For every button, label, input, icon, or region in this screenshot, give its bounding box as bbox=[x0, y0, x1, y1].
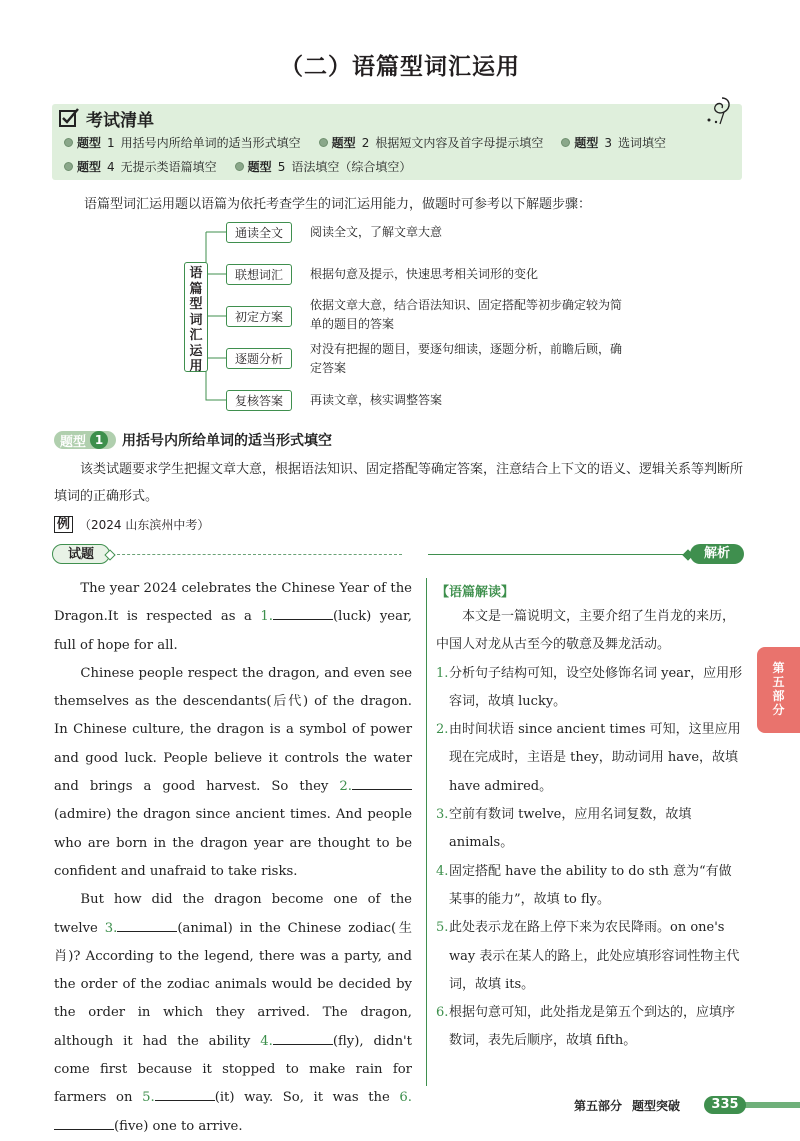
section-side-tab[interactable] bbox=[757, 647, 800, 733]
question-divider bbox=[112, 554, 402, 555]
passage-text: (admire) the dragon since ancient times. And people who are born in the dragon year are thought to be confident and unafraid to take risks. bbox=[54, 807, 412, 879]
analysis-item bbox=[436, 660, 744, 717]
page-footer bbox=[574, 1097, 680, 1114]
type-description: 该类试题要求学生把握文章大意，根据语法知识、固定搭配等确定答案，注意结合上下文的语义、逻辑关系等判断所填词的正确形式。 bbox=[54, 462, 744, 504]
passage-paragraph bbox=[54, 886, 412, 1141]
passage-text: (luck) year, full of hope for all. bbox=[54, 609, 412, 653]
analysis-item bbox=[436, 801, 744, 858]
blank-number: 3. bbox=[104, 920, 118, 936]
flow-step-check: 复核答案 bbox=[226, 390, 292, 411]
page-title: （二）语篇型词汇运用 bbox=[280, 54, 520, 80]
type-num: 4 bbox=[107, 159, 115, 174]
type-text: 选词填空 bbox=[618, 136, 667, 150]
page-number-bar bbox=[744, 1102, 800, 1108]
analysis-item-text: 固定搭配 have the ability to do sth 意为“有做某事的能力”，故填 to fly。 bbox=[449, 863, 732, 907]
bullet-icon bbox=[561, 138, 570, 147]
passage-paragraph bbox=[54, 660, 412, 886]
analysis-item-number: 6. bbox=[436, 1005, 449, 1021]
ribbon-swirl-icon bbox=[700, 94, 734, 126]
page-number: 335 bbox=[704, 1096, 746, 1114]
answer-divider bbox=[428, 554, 688, 555]
flow-step-desc: 再读文章，核实调整答案 bbox=[310, 393, 443, 407]
blank-number: 6. bbox=[399, 1090, 412, 1106]
analysis-item-text: 此处表示龙在路上停下来为农民降雨。on one's way 表示在某人的路上，此处应填形容词性物主代词，故填 its。 bbox=[449, 920, 740, 992]
exam-type-item bbox=[64, 158, 217, 175]
type-badge-label: 题型 bbox=[60, 434, 87, 450]
type-tag: 题型 bbox=[77, 160, 102, 174]
answer-blank[interactable] bbox=[54, 1118, 114, 1130]
exam-list-label: 考试清单 bbox=[86, 110, 154, 131]
answer-blank[interactable] bbox=[273, 608, 333, 620]
exam-type-item bbox=[235, 158, 412, 175]
passage-text: Chinese people respect the dragon, and even see themselves as the descendants(后代) of the dragon. In Chinese culture, the dragon is a symbol of power and good luck. People believe it controls the water and brings a good harvest. So they bbox=[54, 665, 412, 795]
analysis-title: 【语篇解读】 bbox=[436, 585, 515, 600]
passage-text: (it) way. So, it was the bbox=[214, 1090, 400, 1106]
flow-step-desc: 阅读全文，了解文章大意 bbox=[310, 225, 443, 239]
passage-text: (five) one to arrive. bbox=[114, 1118, 243, 1134]
flow-step-desc: 依据文章大意，结合语法知识、固定搭配等初步确定较为简单的题目的答案 bbox=[310, 298, 623, 331]
type-badge-number: 1 bbox=[90, 431, 108, 449]
answer-blank[interactable] bbox=[352, 778, 412, 790]
analysis-item-text: 根据句意可知，此处指龙是第五个到达的，应填序数词，表先后顺序，故填 fifth。 bbox=[449, 1005, 736, 1049]
passage-text: The year 2024 celebrates the Chinese Year of the Dragon.It is respected as a bbox=[54, 581, 412, 625]
bullet-icon bbox=[235, 162, 244, 171]
exam-type-item bbox=[64, 134, 301, 151]
exam-type-item bbox=[561, 134, 666, 151]
analysis-item bbox=[436, 999, 744, 1056]
intro-text: 语篇型词汇运用题以语篇为依托考查学生的词汇运用能力，做题时可参考以下解题步骤： bbox=[84, 197, 592, 212]
analysis-item-number: 1. bbox=[436, 665, 449, 681]
analysis-body bbox=[436, 603, 744, 1056]
analysis-item-number: 4. bbox=[436, 863, 449, 879]
answer-blank[interactable] bbox=[273, 1033, 333, 1045]
footer-chapter: 题型突破 bbox=[632, 1099, 681, 1113]
flow-step-analyze: 逐题分析 bbox=[226, 348, 292, 369]
blank-number: 1. bbox=[260, 609, 273, 625]
answer-blank[interactable] bbox=[117, 920, 177, 932]
passage-paragraph bbox=[54, 575, 412, 660]
analysis-intro: 本文是一篇说明文，主要介绍了生肖龙的来历，中国人对龙从古至今的敬意及舞龙活动。 bbox=[436, 609, 736, 653]
flow-root-box: 语篇型词汇运用 bbox=[184, 262, 208, 372]
bullet-icon bbox=[64, 138, 73, 147]
passage-text: But how did the dragon become one of the twelve bbox=[54, 892, 412, 936]
analysis-item-text: 分析句子结构可知，设空处修饰名词 year，应用形容词，故填 lucky。 bbox=[449, 665, 743, 709]
type-tag: 题型 bbox=[331, 136, 356, 150]
bullet-icon bbox=[64, 162, 73, 171]
passage-text: (fly), didn't come first because it stopped to make rain for farmers on bbox=[54, 1033, 412, 1106]
type-text: 无提示类语篇填空 bbox=[120, 160, 217, 174]
example-label: 例 bbox=[54, 516, 73, 533]
blank-number: 4. bbox=[260, 1033, 273, 1049]
footer-section: 第五部分 bbox=[574, 1099, 623, 1113]
type-title: 用括号内所给单词的适当形式填空 bbox=[122, 433, 332, 449]
type-badge bbox=[54, 431, 116, 449]
question-tab: 试题 bbox=[52, 544, 110, 564]
bullet-icon bbox=[319, 138, 328, 147]
exam-list-row-1 bbox=[64, 134, 684, 151]
exam-type-item bbox=[319, 134, 544, 151]
analysis-item-text: 由时间状语 since ancient times 可知，这里应用现在完成时，主语是 they，助动词用 have，故填 have admired。 bbox=[449, 722, 741, 794]
type-tag: 题型 bbox=[247, 160, 272, 174]
type-tag: 题型 bbox=[77, 136, 102, 150]
blank-number: 2. bbox=[339, 779, 352, 795]
blank-number: 5. bbox=[142, 1090, 155, 1106]
side-tab-label: 第五部分 bbox=[772, 661, 785, 717]
type-text: 用括号内所给单词的适当形式填空 bbox=[120, 136, 301, 150]
analysis-item bbox=[436, 716, 744, 801]
checkbox-icon bbox=[58, 107, 80, 129]
type-num: 5 bbox=[277, 159, 286, 174]
analysis-item bbox=[436, 914, 744, 999]
exam-list-header bbox=[58, 104, 154, 132]
column-divider bbox=[426, 578, 427, 1086]
type-num: 2 bbox=[361, 135, 370, 150]
flow-step-read: 通读全文 bbox=[226, 222, 292, 243]
type-num: 3 bbox=[604, 135, 612, 150]
analysis-item-number: 5. bbox=[436, 920, 449, 936]
answer-blank[interactable] bbox=[155, 1089, 215, 1101]
flow-step-desc: 根据句意及提示，快速思考相关词形的变化 bbox=[310, 267, 539, 281]
flow-step-associate: 联想词汇 bbox=[226, 264, 292, 285]
flow-step-plan: 初定方案 bbox=[226, 306, 292, 327]
type-num: 1 bbox=[107, 135, 115, 150]
analysis-item-text: 空前有数词 twelve，应用名词复数，故填 animals。 bbox=[449, 807, 692, 851]
example-source: （2024 山东滨州中考） bbox=[79, 518, 210, 532]
passage bbox=[54, 575, 412, 1141]
type-text: 根据短文内容及首字母提示填空 bbox=[375, 136, 544, 150]
example-line bbox=[54, 516, 209, 533]
analysis-item bbox=[436, 858, 744, 915]
analysis-item-number: 2. bbox=[436, 722, 449, 738]
answer-tab: 解析 bbox=[690, 544, 744, 564]
type-tag: 题型 bbox=[574, 136, 599, 150]
type-text: 语法填空（综合填空） bbox=[291, 160, 412, 174]
passage-text: (animal) in the Chinese zodiac(生肖)? According to the legend, there was a party, and the order of the zodiac animals would be decided by the order in which they arrived. The dragon, although it had the ability bbox=[54, 920, 412, 1049]
exam-list-row-2 bbox=[64, 158, 429, 175]
flow-step-desc: 对没有把握的题目，要逐句细读，逐题分析，前瞻后顾，确定答案 bbox=[310, 342, 623, 375]
analysis-item-number: 3. bbox=[436, 807, 449, 823]
